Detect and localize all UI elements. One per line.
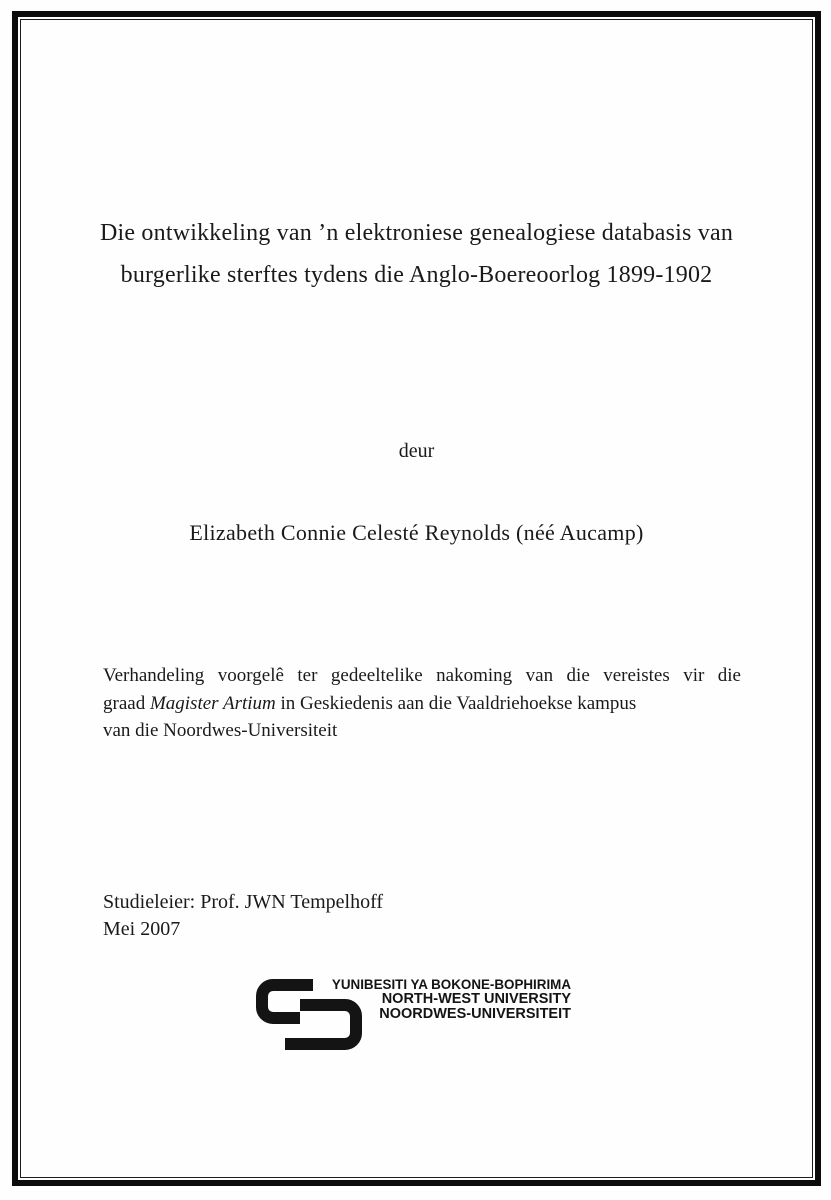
statement-line2-prefix: graad [103,692,150,714]
university-logo [256,977,571,1052]
date-line: Mei 2007 [103,918,181,940]
degree-name-italic: Magister Artium [149,692,276,714]
logo-text-line-1: YUNIBESITI YA BOKONE-BOPHIRIMA [331,977,571,992]
logo-text-line-3: NOORDWES-UNIVERSITEIT [379,1006,571,1022]
university-logo-text [326,977,571,1022]
thesis-title-line-2: burgerlike sterftes tydens die Anglo-Boereoorlog 1899-1902 [120,262,713,288]
thesis-title-line-1: Die ontwikkeling van ’n elektroniese genealogiese databasis van [99,220,734,246]
author-name: Elizabeth Connie Celesté Reynolds (néé Aucamp) [189,520,644,545]
degree-statement-line-2 [103,690,741,718]
statement-line2-suffix: in Geskiedenis aan die Vaaldriehoekse kampus [275,692,637,714]
supervisor-block [103,889,383,943]
page-border-outer [12,11,821,1186]
degree-statement-line-3: van die Noordwes-Universiteit [103,720,338,741]
byline-deur: deur [398,440,435,462]
logo-text-line-2: NORTH-WEST UNIVERSITY [381,991,571,1007]
supervisor-line: Studieleier: Prof. JWN Tempelhoff [103,891,384,913]
degree-statement-line-1: Verhandeling voorgelê ter gedeeltelike nakoming van die vereistes vir die [103,665,741,686]
degree-statement [103,662,741,745]
thesis-title [21,212,812,296]
page-border-inner [20,19,813,1178]
